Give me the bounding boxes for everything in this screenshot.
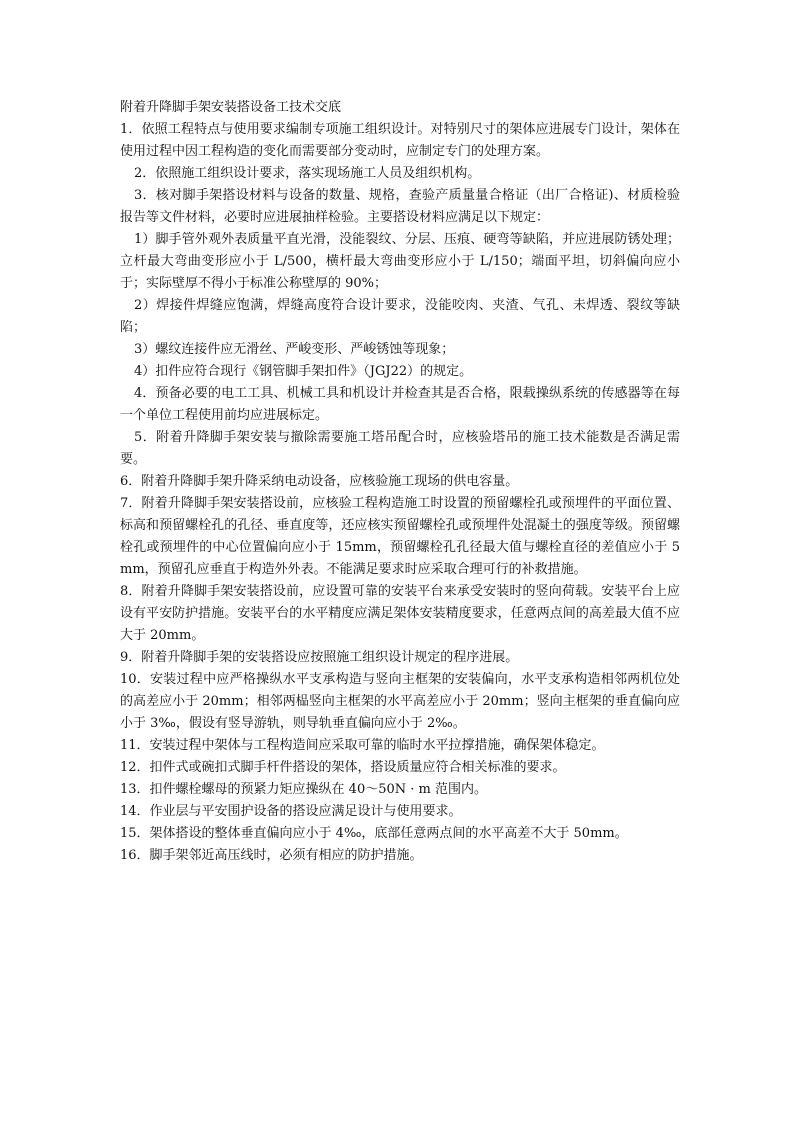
paragraph-16: 12．扣件式或碗扣式脚手杆件搭设的架体，搭设质量应符合相关标准的要求。 (120, 760, 566, 775)
paragraph-17: 13．扣件螺栓螺母的预紧力矩应操纵在 40～50N · m 范围内。 (120, 782, 487, 797)
paragraph-list (120, 119, 680, 867)
paragraph-7: 4）扣件应符合现行《钢管脚手架扣件》（JGJ22）的规定。 (134, 364, 473, 379)
document-title: 附着升降脚手架安装搭设备工技术交底 (120, 100, 342, 115)
paragraph-4: 1）脚手管外观外表质量平直光滑，没能裂纹、分层、压痕、硬弯等缺陷，并应进展防锈处理；立杆最大弯曲变形应小于 L/500，横杆最大弯曲变形应小于 L/150；端面平坦，切斜偏向应小于；实际壁厚不得小于标准公称壁厚的 90%； (120, 232, 680, 291)
paragraph-12: 8．附着升降脚手架安装搭设前，应设置可靠的安装平台来承受安装时的竖向荷载。安装平台上应设有平安防护措施。安装平台的水平精度应满足架体安装精度要求，任意两点间的高差最大值不应大于 20mm。 (120, 584, 680, 643)
paragraph-1: 1．依照工程特点与使用要求编制专项施工组织设计。对特别尺寸的架体应进展专门设计，架体在使用过程中因工程构造的变化而需要部分变动时，应制定专门的处理方案。 (120, 122, 680, 159)
paragraph-19: 15．架体搭设的整体垂直偏向应小于 4‰，底部任意两点间的水平高差不大于 50mm。 (120, 826, 628, 841)
paragraph-11: 7．附着升降脚手架安装搭设前，应核验工程构造施工时设置的预留螺栓孔或预埋件的平面位置、标高和预留螺栓孔的孔径、垂直度等，还应核实预留螺栓孔或预埋件处混凝土的强度等级。预留螺栓孔或预埋件的中心位置偏向应小于 15mm，预留螺栓孔孔径最大值与螺栓直径的差值应小于 5mm，预留孔应垂直于构造外外表。不能满足要求时应采取合理可行的补救措施。 (120, 496, 680, 577)
paragraph-2: 2．依照施工组织设计要求，落实现场施工人员及组织机构。 (134, 166, 481, 181)
paragraph-5: 2）焊接件焊缝应饱满，焊缝高度符合设计要求，没能咬肉、夹渣、气孔、未焊透、裂纹等缺陷； (120, 298, 680, 335)
paragraph-9: 5．附着升降脚手架安装与撤除需要施工塔吊配合时，应核验塔吊的施工技术能数是否满足需要。 (120, 430, 680, 467)
paragraph-18: 14．作业层与平安围护设备的搭设应满足设计与使用要求。 (120, 804, 462, 819)
paragraph-3: 3．核对脚手架搭设材料与设备的数量、规格，查验产质量量合格证（出厂合格证)、材质检验报告等文件材料，必要时应进展抽样检验。主要搭设材料应满足以下规定： (120, 188, 680, 225)
paragraph-20: 16．脚手架邻近高压线时，必须有相应的防护措施。 (120, 848, 423, 863)
document-page (120, 97, 680, 867)
paragraph-8: 4．预备必要的电工工具、机械工具和机设计并检查其是否合格，限载操纵系统的传感器等在每一个单位工程使用前均应进展标定。 (120, 386, 680, 423)
paragraph-13: 9．附着升降脚手架的安装搭设应按照施工组织设计规定的程序进展。 (120, 650, 519, 665)
paragraph-6: 3）螺纹连接件应无滑丝、严峻变形、严峻锈蚀等现象； (134, 342, 455, 357)
paragraph-14: 10．安装过程中应严格操纵水平支承构造与竖向主框架的安装偏向，水平支承构造相邻两机位处的高差应小于 20mm；相邻两榀竖向主框架的水平高差应小于 20mm；竖向主框架的垂直偏向应小于 3‰，假设有竖导游轨，则导轨垂直偏向应小于 2‰。 (120, 672, 680, 731)
paragraph-10: 6．附着升降脚手架升降采纳电动设备，应核验施工现场的供电容量。 (120, 474, 519, 489)
paragraph-15: 11．安装过程中架体与工程构造间应采取可靠的临时水平拉撑措施，确保架体稳定。 (120, 738, 605, 753)
